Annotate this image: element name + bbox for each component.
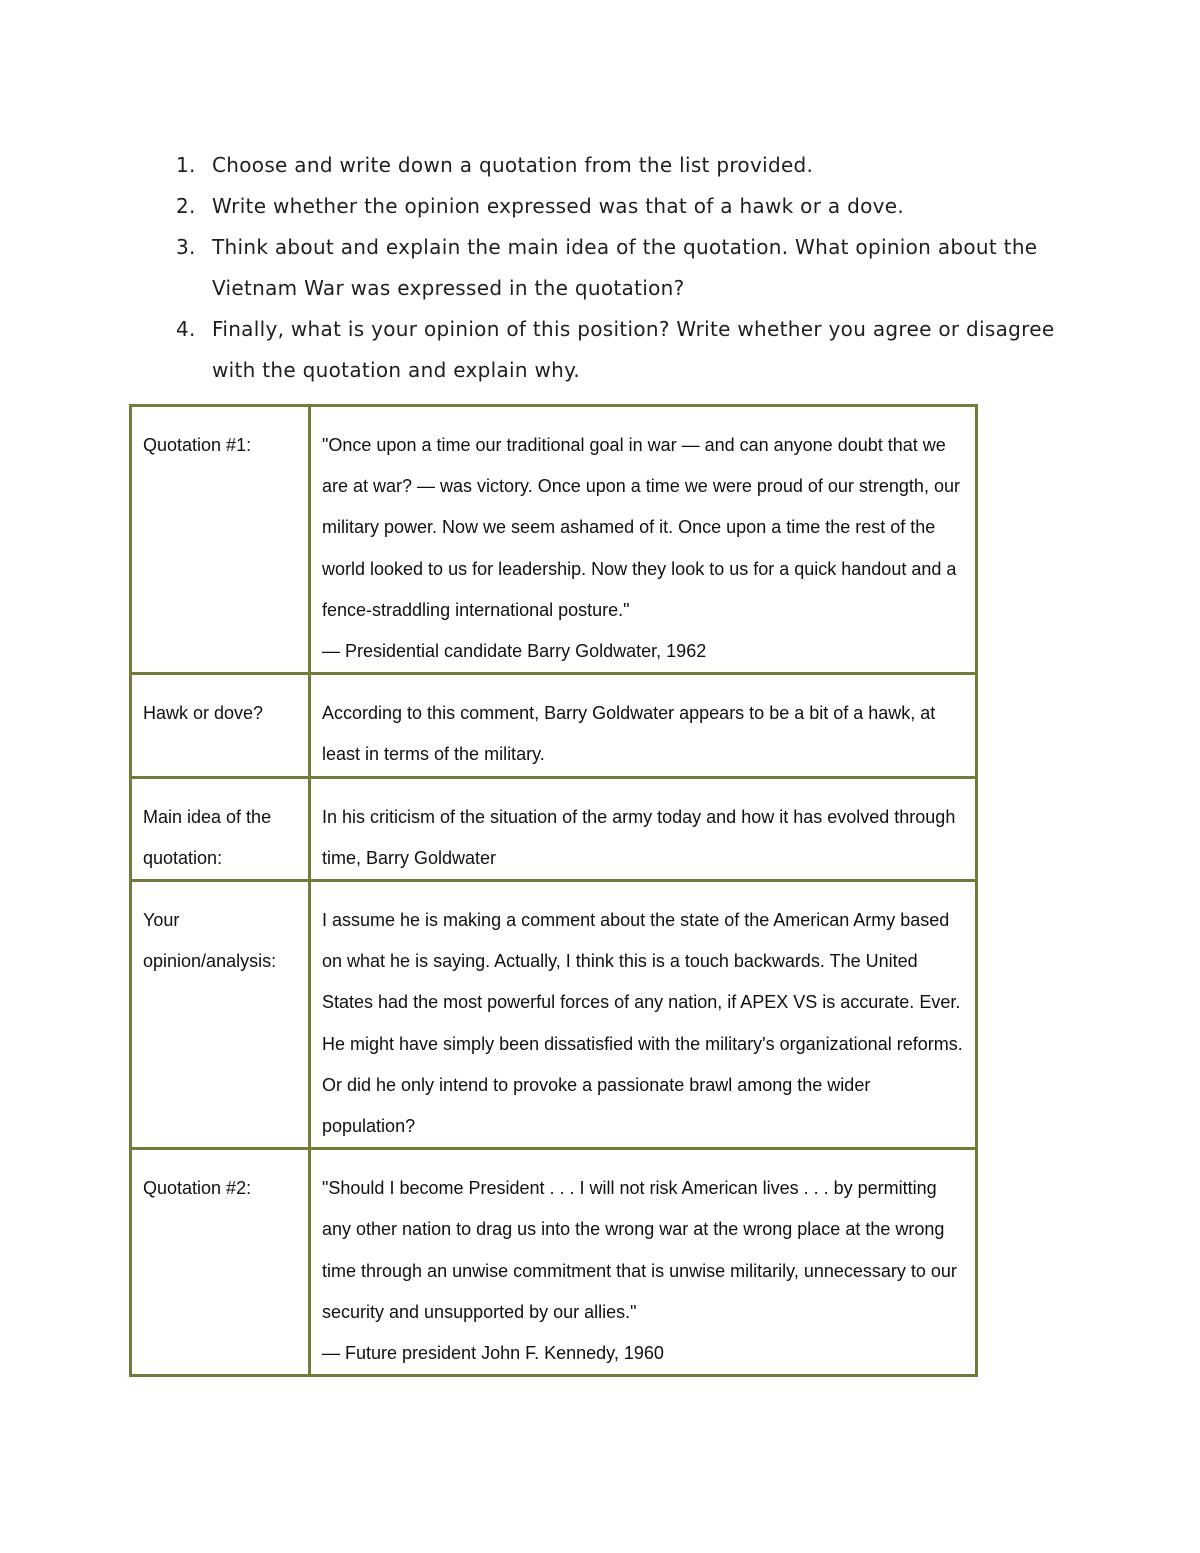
instruction-item [176,145,1056,186]
instruction-number: 4. [176,317,196,341]
instruction-text: Think about and explain the main idea of the quotation. What opinion about the Vietnam War was expressed in the quotation? [212,235,1038,300]
instruction-number: 2. [176,194,196,218]
row-label: Quotation #2: [131,1149,310,1376]
quotation-text: "Should I become President . . . I will not risk American lives . . . by permitting any other nation to drag us into the wrong war at the wrong place at the wrong time through an unwise commitment that is unwise militarily, unnecessary to our security and unsupported by our allies." [322,1178,957,1322]
worksheet-table [129,404,978,1377]
row-content: In his criticism of the situation of the army today and how it has evolved through time, Barry Goldwater [310,777,977,880]
table-row-hawk-or-dove [131,674,977,777]
row-content [310,1149,977,1376]
row-label: Main idea of the quotation: [131,777,310,880]
row-label: Your opinion/analysis: [131,881,310,1149]
instruction-item [176,309,1056,391]
quotation-attribution: — Presidential candidate Barry Goldwater, 1962 [322,641,707,662]
table-row-quotation-1 [131,406,977,674]
instruction-item [176,186,1056,227]
table-row-opinion [131,881,977,1149]
row-content: According to this comment, Barry Goldwater appears to be a bit of a hawk, at least in terms of the military. [310,674,977,777]
quotation-text: "Once upon a time our traditional goal in war — and can anyone doubt that we are at war? — was victory. Once upon a time we were proud of our strength, our military power. Now we seem ashamed of it. Once upon a time the rest of the world looked to us for leadership. Now they look to us for a quick handout and a fence-straddling international posture." [322,435,960,620]
table-row-main-idea [131,777,977,880]
instruction-text: Finally, what is your opinion of this position? Write whether you agree or disagree with the quotation and explain why. [212,317,1055,382]
instruction-number: 3. [176,235,196,259]
table-row-quotation-2 [131,1149,977,1376]
row-content [310,406,977,674]
instruction-number: 1. [176,153,196,177]
instruction-text: Write whether the opinion expressed was that of a hawk or a dove. [212,194,905,218]
row-label: Quotation #1: [131,406,310,674]
row-label: Hawk or dove? [131,674,310,777]
instruction-item [176,227,1056,309]
quotation-attribution: — Future president John F. Kennedy, 1960 [322,1343,664,1364]
instructions-list [176,145,1056,391]
row-content: I assume he is making a comment about the state of the American Army based on what he is saying. Actually, I think this is a touch backwards. The United States had the most powerful forces of any nation, if APEX VS is accurate. Ever. He might have simply been dissatisfied with the military's organizational reforms. Or did he only intend to provoke a passionate brawl among the wider population? [310,881,977,1149]
instruction-text: Choose and write down a quotation from the list provided. [212,153,814,177]
